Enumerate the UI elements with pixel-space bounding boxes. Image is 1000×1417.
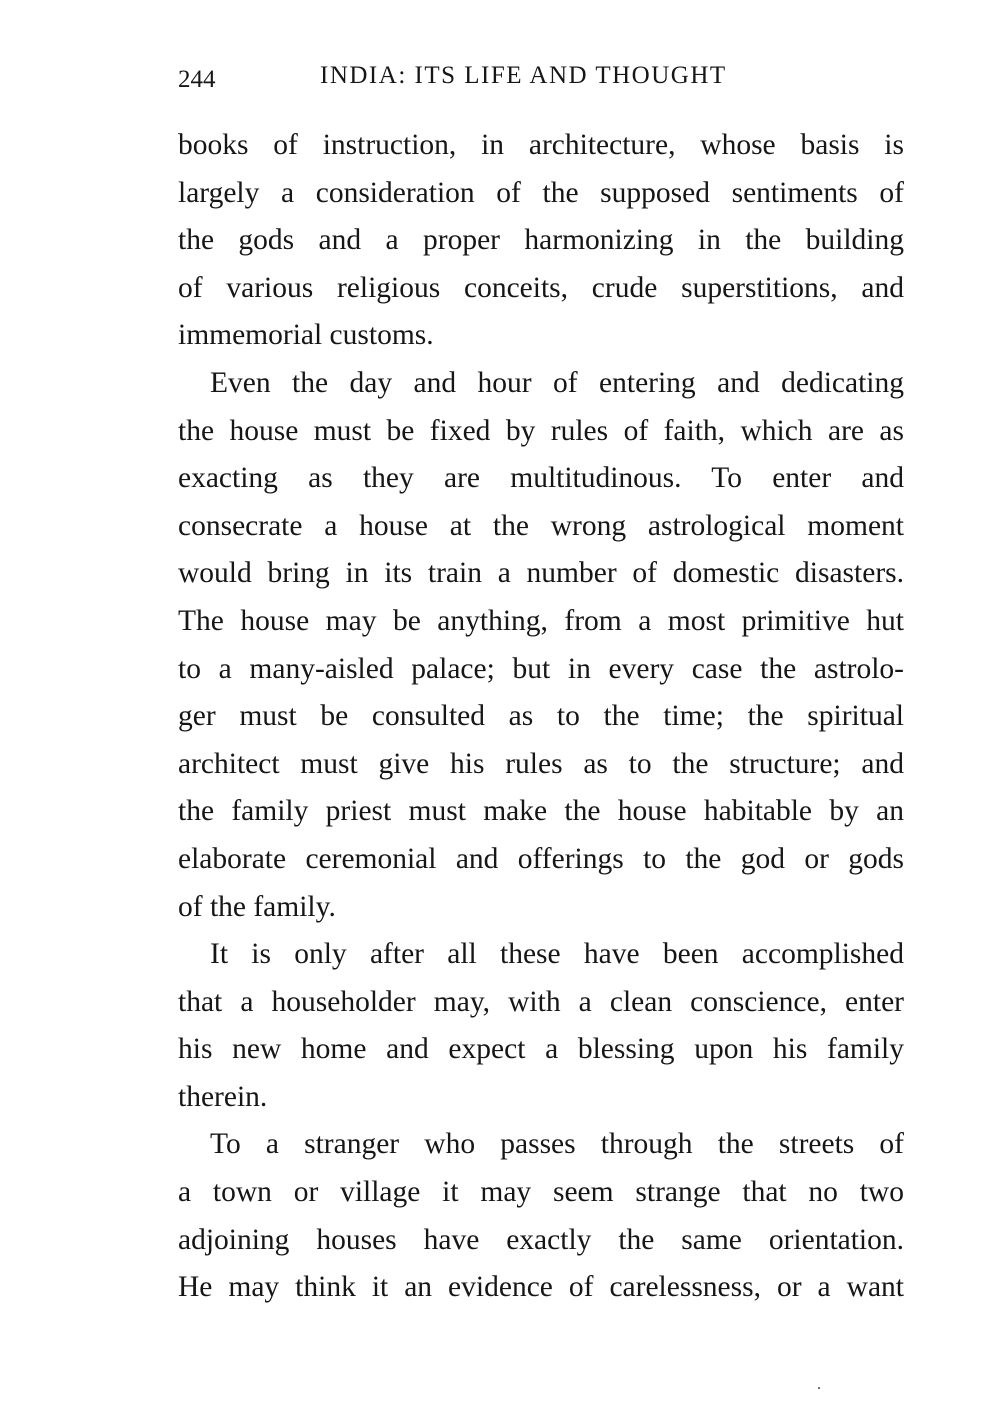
text-line: Even the day and hour of entering and dedicating [210,366,904,399]
text-line: of various religious conceits, crude superstitions, and [178,271,904,304]
paragraph-3 [178,931,904,1121]
text-line: largely a consideration of the supposed sentiments of [178,176,904,209]
paragraph-4 [178,1121,904,1311]
text-line: the house must be fixed by rules of faith, which are as [178,414,904,447]
text-line: The house may be anything, from a most primitive hut [178,604,904,637]
text-line: therein. [178,1080,268,1113]
text-line: exacting as they are multitudinous. To enter and [178,462,904,495]
text-line: to a many-aisled palace; but in every case the astrolo- [178,652,904,685]
text-line: architect must give his rules as to the structure; and [178,747,904,780]
text-line: the family priest must make the house habitable by an [178,795,904,828]
text-line: He may think it an evidence of carelessness, or a want [178,1271,904,1304]
text-line: of the family. [178,890,336,923]
text-line: elaborate ceremonial and offerings to the god or gods [178,842,904,875]
text-line: would bring in its train a number of domestic disasters. [178,557,904,590]
text-line: It is only after all these have been accomplished [210,938,904,971]
page-number: 244 [178,66,216,93]
text-line: consecrate a house at the wrong astrological moment [178,509,904,542]
text-line: ger must be consulted as to the time; the spiritual [178,700,904,733]
text-line: that a householder may, with a clean conscience, enter [178,985,904,1018]
text-line: immemorial customs. [178,319,434,352]
text-line: adjoining houses have exactly the same orientation. [178,1223,904,1256]
paragraph-2 [178,360,904,931]
text-line: To a stranger who passes through the streets of [210,1128,904,1161]
stray-mark: . [817,1376,821,1393]
paragraph-1 [178,122,904,360]
body-text [178,122,904,1312]
running-title: INDIA: ITS LIFE AND THOUGHT [320,62,727,89]
text-line: a town or village it may seem strange that no two [178,1176,904,1209]
text-line: books of instruction, in architecture, whose basis is [178,129,904,161]
text-line: the gods and a proper harmonizing in the building [178,224,904,257]
page-header [178,62,900,102]
text-line: his new home and expect a blessing upon his family [178,1033,904,1066]
